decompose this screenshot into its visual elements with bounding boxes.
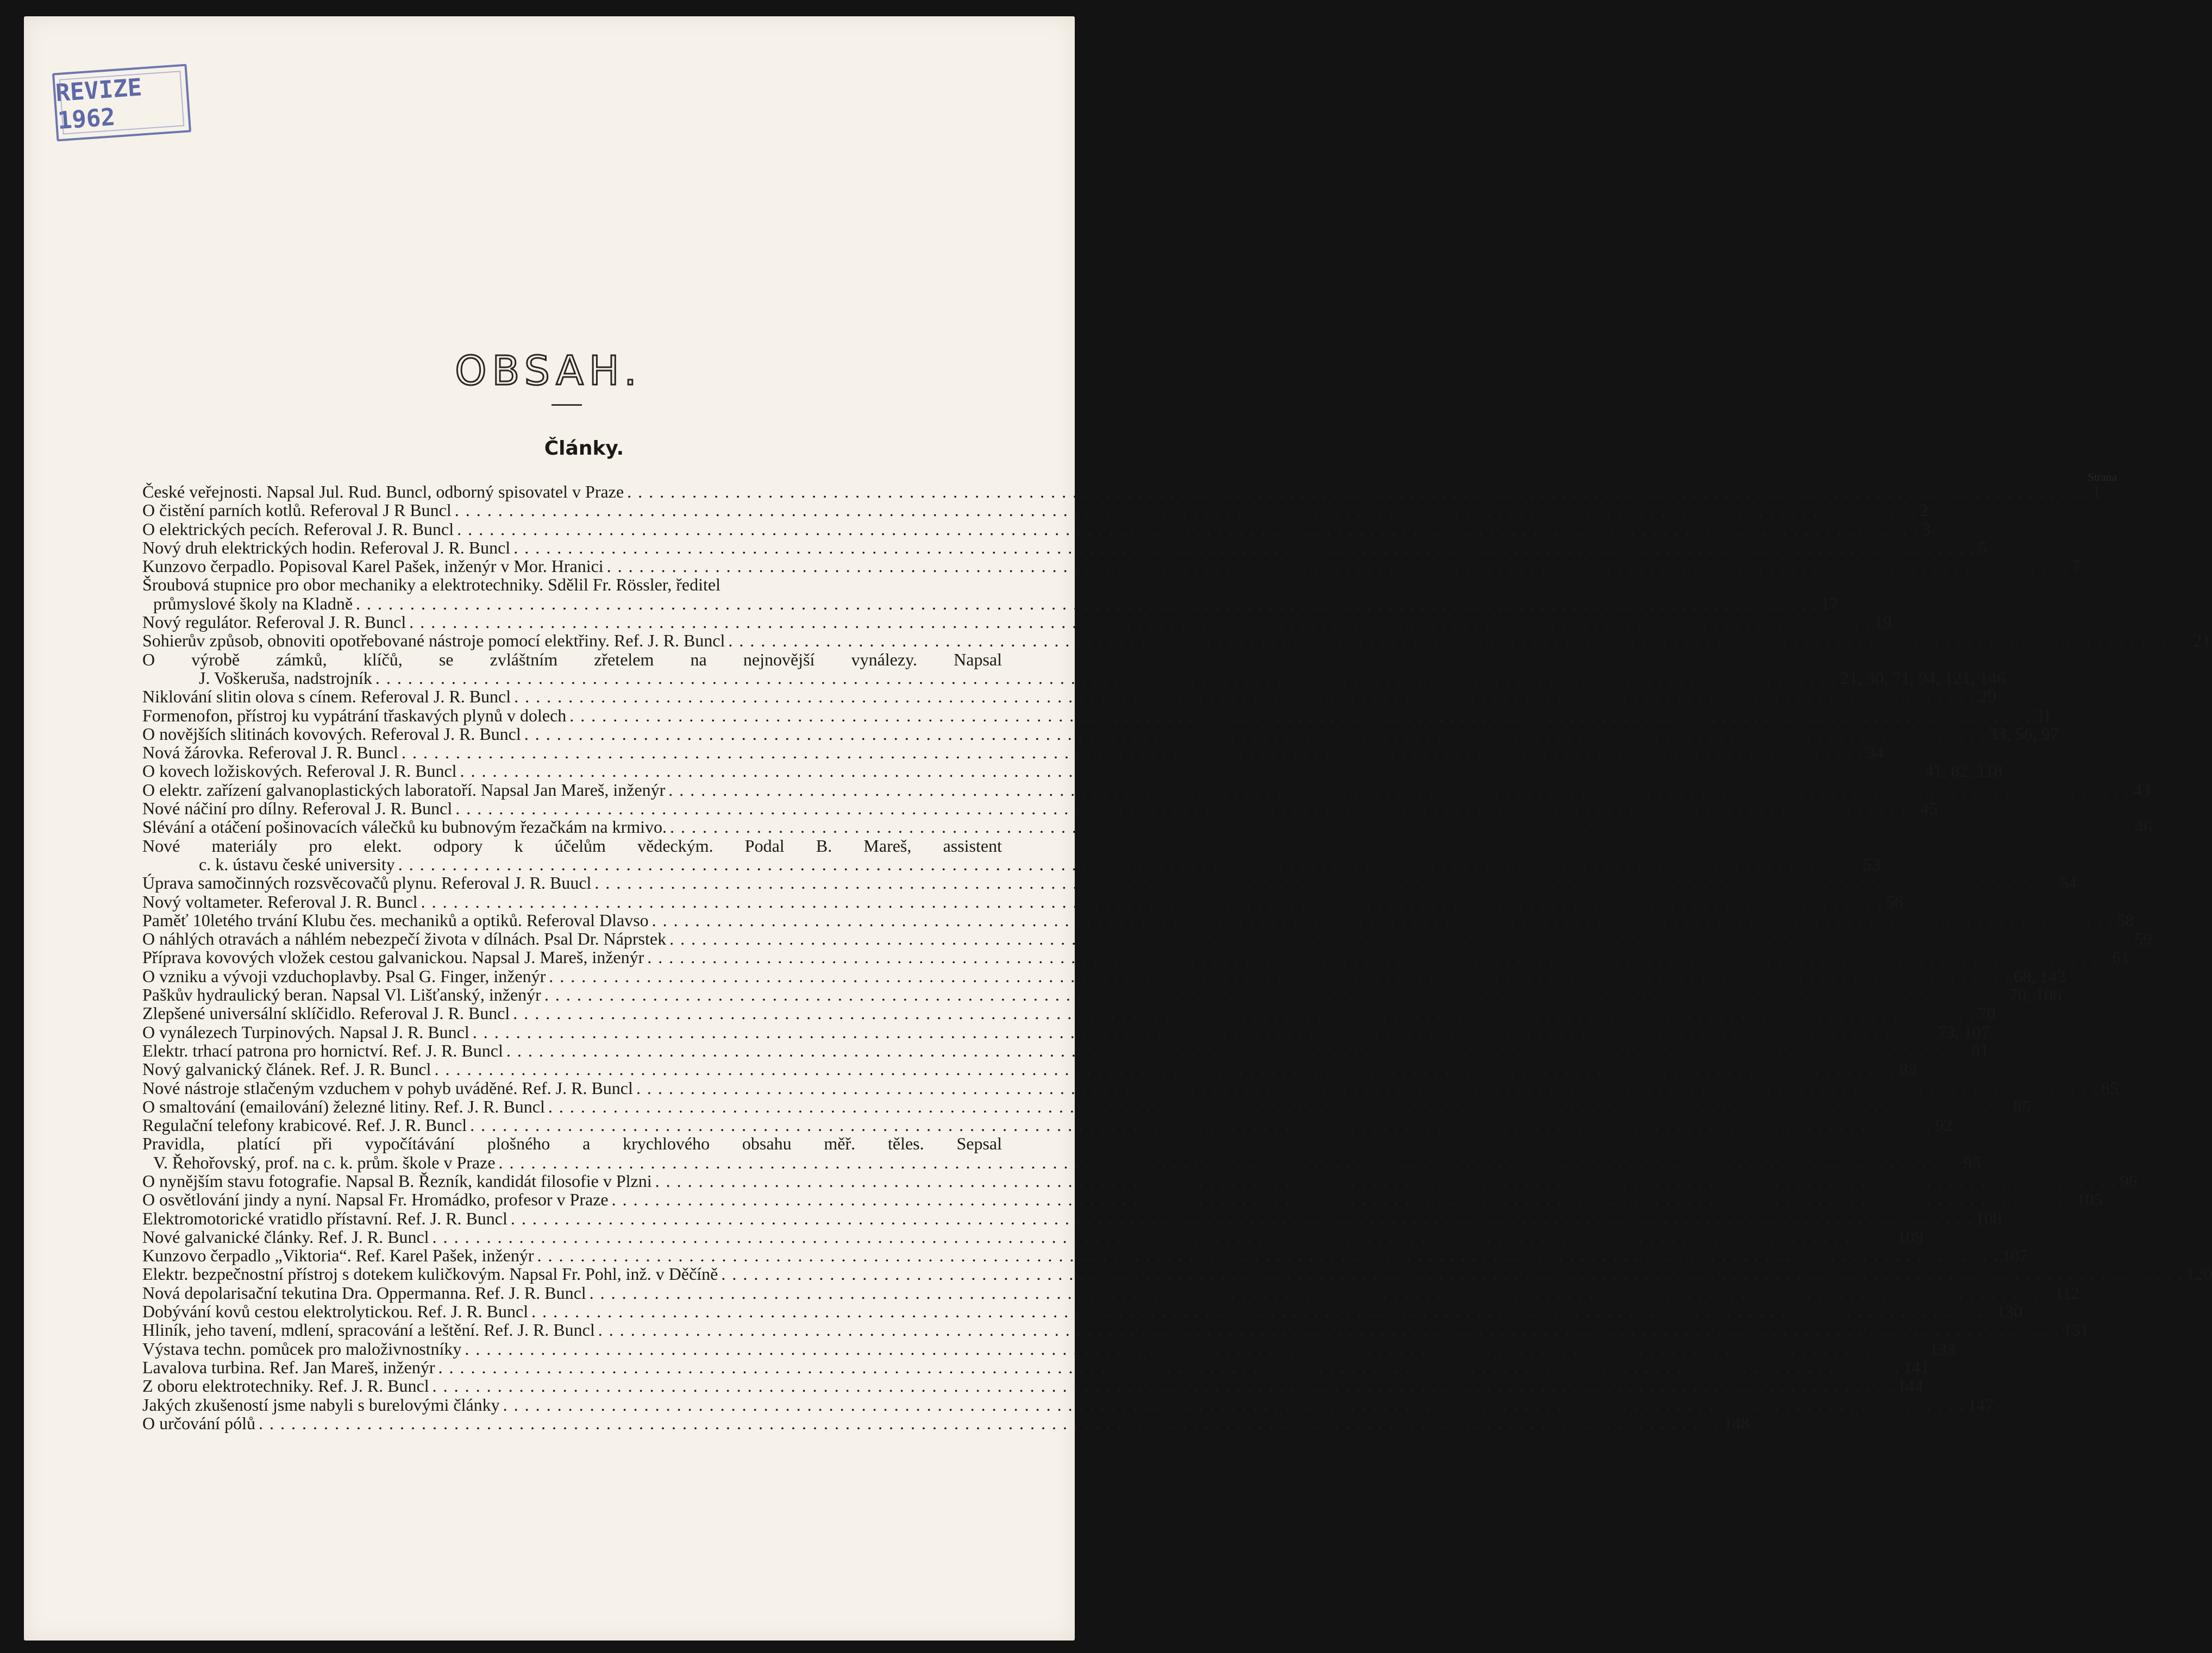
toc-entry: [142, 799, 1938, 819]
toc-entry-page: 21: [2193, 631, 2211, 651]
toc-entry: [142, 1208, 2002, 1228]
toc-entry-title: O čistění parních kotlů. Referoval J R Buncl: [142, 500, 452, 520]
toc-entry-title: Příprava kovových vložek cestou galvanickou. Napsal J. Mareš, inženýr: [142, 947, 644, 967]
toc-entry: [142, 1320, 2089, 1340]
leader-dots: [521, 725, 1989, 743]
leader-dots: [725, 631, 2193, 650]
toc-entry: [142, 1338, 1956, 1359]
toc-entry: [142, 500, 1928, 520]
toc-entry-title: Nové náčiní pro dílny. Referoval J. R. Buncl: [142, 799, 453, 819]
toc-entry-page: 95: [1963, 1152, 1981, 1172]
toc-entry-title: O novějších slitinách kovových. Referoval J. R. Buncl: [142, 724, 521, 744]
toc-entry: [142, 1264, 2212, 1284]
leader-dots: [503, 1041, 1971, 1060]
toc-entry-title: Nové galvanické články. Ref. J. R. Buncl: [142, 1227, 429, 1247]
leader-dots: [595, 1321, 2063, 1339]
toc-entry-title: O elektrických pecích. Referoval J. R. Buncl: [142, 519, 454, 539]
leader-dots: [469, 1023, 1938, 1041]
leader-dots: [624, 482, 2092, 501]
toc-entry-title: Z oboru elektrotechniky. Ref. J. R. Buncl: [142, 1376, 429, 1396]
leader-dots: [395, 855, 1863, 873]
leader-dots: [429, 1377, 1897, 1395]
toc-entry-page: 120: [2186, 1264, 2212, 1284]
toc-entry-title: Niklování slitin olova s cínem. Referoval J. R. Buncl: [142, 687, 511, 707]
toc-entry: [142, 1059, 1917, 1079]
toc-entry-title: Slévání a otáčení pošinovacích válečků ku bubnovým řezačkám na krmivo.: [142, 817, 667, 837]
toc-entry-title: Nová žárovka. Referoval J. R. Buncl: [142, 743, 398, 763]
toc-entry: [142, 519, 1931, 539]
leader-dots: [435, 1358, 1903, 1377]
toc-entry: [142, 1115, 1953, 1135]
toc-entry-title: O elektr. zařízení galvanoplastických laboratoří. Napsal Jan Mareš, inženýr: [142, 780, 666, 800]
toc-entry: [142, 1096, 2031, 1116]
leader-dots: [418, 893, 1886, 911]
toc-entry: [142, 537, 1988, 557]
leader-dots: [398, 743, 1866, 762]
toc-entry: [142, 1246, 2028, 1266]
leader-dots: [545, 1097, 2013, 1116]
toc-entry-page: 130: [1996, 1302, 2023, 1322]
leader-dots: [510, 538, 1978, 557]
leader-dots: [496, 1153, 1964, 1172]
toc-entry: [142, 1003, 1996, 1023]
toc-entry-title: O osvětlování jindy a nyní. Napsal Fr. Hromádko, profesor v Praze: [142, 1190, 609, 1210]
toc-entry-page: 107: [2002, 1246, 2028, 1266]
toc-entry-page: 41, 82, 118: [1925, 761, 2003, 781]
toc-entry-title: České veřejnosti. Napsal Jul. Rud. Buncl, odborný spisovatel v Praze: [142, 482, 624, 501]
toc-entry-page: 85: [2101, 1078, 2119, 1098]
toc-entry-title: Nové materiály pro elekt. odpory k účelům vědeckým. Podal B. Mareš, assistent: [142, 835, 1002, 856]
leader-dots: [431, 1060, 1899, 1078]
toc-entry-title: Sohierův způsob, obnoviti opotřebované nástroje pomocí elektřiny. Ref. J. R. Buncl: [142, 631, 725, 651]
toc-entry: [142, 929, 2152, 949]
toc-entry: [142, 1040, 1989, 1060]
toc-entry: [142, 743, 1884, 763]
toc-entry-page: 147: [1967, 1394, 1994, 1415]
toc-entry-page: 73, 107: [1937, 1022, 1990, 1042]
toc-entry: [142, 1394, 1994, 1415]
toc-entry-page: 31: [2034, 705, 2052, 725]
toc-entry-page: 3: [1922, 519, 1931, 539]
toc-entry: [142, 1152, 1981, 1172]
toc-entry-page: 21, 30, 71, 94, 121, 146: [1840, 668, 2006, 688]
toc-entry-page: 83: [1899, 1059, 1917, 1079]
toc-entry-title: Úprava samočinných rozsvěcovačů plynu. Referoval J. R. Buucl: [142, 873, 592, 893]
toc-entry-title: Nový druh elektrických hodin. Referoval J. R. Buncl: [142, 537, 511, 557]
leader-dots: [609, 1190, 2077, 1209]
leader-dots: [666, 929, 2134, 948]
toc-entry: [142, 910, 2134, 930]
leader-dots: [644, 948, 2112, 966]
revision-stamp: REVIZE 1962: [52, 64, 191, 142]
toc-entry: [142, 650, 1002, 669]
toc-entry-title: Nové nástroje stlačeným vzduchem v pohyb uváděné. Ref. J. R. Buncl: [142, 1078, 633, 1098]
toc-entry-page: 29: [1979, 687, 1997, 707]
toc-entry: [142, 761, 2003, 781]
section-heading: Články.: [544, 437, 624, 460]
toc-entry-page: 56: [1885, 891, 1903, 912]
toc-entry-title: O smaltování (emailování) železné litiny. Ref. J. R. Buncl: [142, 1096, 545, 1116]
toc-entry: [142, 631, 2211, 651]
toc-entry-title: c. k. ústavu české university: [199, 854, 395, 874]
toc-entry: [142, 854, 1881, 874]
toc-entry: [142, 817, 2153, 837]
leader-dots: [541, 985, 2009, 1004]
toc-entry-title: Kunzovo čerpadlo. Popisoval Karel Pašek, inženýr v Mor. Hranici: [142, 556, 604, 576]
leader-dots: [452, 799, 1920, 818]
toc-entry-page: 43: [2133, 780, 2151, 800]
leader-dots: [255, 1414, 1724, 1432]
toc-entry-title: Kunzovo čerpadlo „Viktoria“. Ref. Karel Pašek, inženýr: [142, 1246, 534, 1266]
toc-entry: [142, 556, 2081, 576]
leader-dots: [534, 1246, 2002, 1265]
toc-entry: [142, 837, 1002, 855]
toc-entry-page: 46: [2135, 817, 2153, 837]
leader-dots: [467, 1116, 1935, 1134]
toc-entry-title: Zlepšené universální sklíčidlo. Referoval J. R. Buncl: [142, 1003, 510, 1023]
leader-dots: [510, 1004, 1978, 1022]
toc-entry-page: 5: [1978, 537, 1988, 557]
toc-entry-page: 81: [1971, 1040, 1989, 1060]
toc-entry-page: 133: [1929, 1338, 1956, 1359]
leader-dots: [591, 873, 2059, 892]
toc-entry: [142, 1283, 2080, 1303]
toc-entry-page: 131: [2063, 1320, 2089, 1340]
toc-entry-page: 2: [1919, 500, 1928, 520]
toc-entry-title: Elektromotorické vratidlo přístavní. Ref. J. R. Buncl: [142, 1208, 507, 1228]
toc-entry-page: 7: [2071, 556, 2081, 576]
title-rule: [552, 404, 582, 406]
page-column-label: Strana: [2088, 470, 2117, 483]
toc-entry: [142, 947, 2130, 967]
toc-entry-page: 109: [1897, 1227, 1923, 1247]
toc-entry-title: Výstava techn. pomůcek pro maloživnostníky: [142, 1338, 462, 1359]
toc-entry-page: 61: [2112, 947, 2130, 967]
toc-entry-title: Nový regulátor. Referoval J. R. Buncl: [142, 612, 406, 632]
leader-dots: [528, 1302, 1996, 1321]
toc-entry-title: Jakých zkušeností jsme nabyli s burelovými články: [142, 1394, 500, 1415]
leader-dots: [406, 613, 1874, 631]
leader-dots: [454, 520, 1922, 538]
toc-entry-title: Elektr. bezpečnostní přístroj s dotekem kuličkovým. Napsal Fr. Pohl, inž. v Děčíně: [142, 1264, 718, 1284]
toc-entry: [142, 705, 2052, 725]
toc-entry-page: 68, 143: [2014, 966, 2066, 986]
leader-dots: [511, 687, 1979, 706]
toc-entry: [142, 1171, 2138, 1191]
toc-entry-title: Paměť 10letého trvání Klubu čes. mechaniků a optiků. Referoval Dlavso: [142, 910, 649, 930]
leader-dots: [665, 781, 2133, 799]
toc-entry-page: 58: [2116, 910, 2134, 930]
toc-entry-page: 19: [1874, 612, 1892, 632]
toc-entry-page: 96: [2120, 1171, 2138, 1191]
toc-entry-title: Elektr. trhací patrona pro hornictví. Ref. J. R. Buncl: [142, 1040, 503, 1060]
toc-entry-page: 17: [1821, 593, 1839, 613]
toc-entry-title: Šroubová stupnice pro obor mechaniky a elektrotechniky. Sdělil Fr. Rössler, ředitel: [142, 575, 720, 595]
toc-entry-title: Nový galvanický článek. Ref. J. R. Buncl: [142, 1059, 431, 1079]
leader-dots: [667, 818, 2135, 836]
toc-entry-title: Regulační telefony krabicové. Ref. J. R. Buncl: [142, 1115, 467, 1135]
toc-entry: [142, 575, 1002, 594]
leader-dots: [429, 1228, 1897, 1246]
toc-entry-title: O výrobě zámků, klíčů, se zvláštním zřetelem na nejnovější vynálezy. Napsal: [142, 649, 1002, 669]
toc-entry-page: 54: [2059, 873, 2077, 893]
toc-entry-page: 45: [1920, 799, 1938, 819]
toc-entry-title: Paškův hydraulický beran. Napsal Vl. Lišťanský, inženýr: [142, 985, 541, 1005]
leader-dots: [500, 1396, 1968, 1414]
toc-entry-title: O vzniku a vývoji vzduchoplavby. Psal G. Finger, inženýr: [142, 966, 546, 986]
toc-entry-title: Pravidla, platící při vypočítávání plošného a krychlového obsahu měř. těles. Sepsal: [142, 1134, 1002, 1154]
leader-dots: [586, 1284, 2054, 1302]
toc-entry-page: 34: [1866, 743, 1884, 763]
toc-entry-title: O určování pólů: [142, 1413, 255, 1433]
leader-dots: [718, 1265, 2186, 1283]
leader-dots: [507, 1209, 1976, 1228]
toc-entry: [142, 687, 1997, 707]
toc-entry-title: Lavalova turbina. Ref. Jan Mareš, inženýr: [142, 1357, 435, 1377]
toc-entry: [142, 1022, 1990, 1042]
leader-dots: [652, 1172, 2120, 1190]
leader-dots: [604, 557, 2072, 575]
toc-entry: [142, 593, 1839, 613]
toc-entry-page: 70: [1978, 1003, 1996, 1023]
toc-entry-title: O kovech ložiskových. Referoval J. R. Buncl: [142, 761, 457, 781]
toc-entry: [142, 1376, 1923, 1396]
toc-entry-title: Nová depolarisační tekutina Dra. Oppermanna. Ref. J. R. Buncl: [142, 1283, 586, 1303]
leader-dots: [452, 501, 1920, 519]
toc-entry-page: 92: [1935, 1115, 1953, 1135]
toc-entry-page: 141: [1903, 1357, 1929, 1377]
table-of-contents: [142, 482, 2212, 1433]
toc-entry-page: 144: [1897, 1376, 1923, 1396]
toc-entry: [142, 873, 2077, 893]
toc-entry-title: O nynějším stavu fotografie. Napsal B. Řezník, kandidát filosofie v Plzni: [142, 1171, 652, 1191]
leader-dots: [372, 669, 1840, 687]
toc-entry: [142, 1078, 2119, 1098]
toc-entry: [142, 1190, 2103, 1210]
leader-dots: [546, 967, 2014, 985]
toc-entry: [142, 780, 2151, 800]
leader-dots: [457, 762, 1925, 780]
toc-entry-title: Nový voltameter. Referoval J. R. Buncl: [142, 891, 418, 912]
toc-entry-page: 112: [2054, 1283, 2080, 1303]
toc-entry-title: O náhlých otravách a náhlém nebezpečí života v dílnách. Psal Dr. Náprstek: [142, 929, 667, 949]
toc-entry-page: 108: [1975, 1208, 2002, 1228]
toc-entry: [142, 724, 2059, 744]
toc-entry: [142, 612, 1892, 632]
toc-entry-title: Formenofon, přístroj ku vypátrání třaskavých plynů v dolech: [142, 705, 567, 725]
page-title: OBSAH.: [455, 348, 642, 394]
toc-entry: [142, 1134, 1002, 1153]
toc-entry: [142, 668, 2006, 688]
toc-entry: [142, 1227, 1923, 1247]
toc-entry: [142, 1357, 1929, 1377]
leader-dots: [461, 1340, 1929, 1358]
leader-dots: [353, 594, 1821, 613]
toc-entry: [142, 891, 1903, 912]
toc-entry-page: 105: [2076, 1190, 2103, 1210]
toc-entry-title: V. Řehořovský, prof. na c. k. prům. škole v Praze: [153, 1152, 496, 1172]
toc-entry: [142, 966, 2066, 986]
toc-entry-title: Dobývání kovů cestou elektrolytickou. Ref. J. R. Buncl: [142, 1302, 529, 1322]
toc-entry: [142, 985, 2061, 1005]
toc-entry-page: 59: [2134, 929, 2152, 949]
toc-entry-title: Hliník, jeho tavení, mdlení, spracování a leštění. Ref. J. R. Buncl: [142, 1320, 595, 1340]
leader-dots: [566, 706, 2034, 725]
toc-entry-title: průmyslové školy na Kladně: [153, 593, 353, 613]
toc-entry-title: J. Voškeruša, nadstrojník: [199, 668, 372, 688]
leader-dots: [633, 1079, 2101, 1097]
toc-entry-page: 148: [1723, 1413, 1750, 1433]
toc-entry-page: 33, 56, 97: [1989, 724, 2059, 744]
toc-entry-page: 1: [2092, 482, 2101, 501]
toc-entry-page: 70, 106: [2009, 985, 2061, 1005]
toc-entry: [142, 1302, 2023, 1322]
toc-entry: [142, 482, 2101, 501]
leader-dots: [649, 911, 2117, 929]
toc-entry-page: 85: [2013, 1096, 2031, 1116]
toc-entry-page: 53: [1863, 854, 1881, 874]
toc-entry-title: O vynálezech Turpinových. Napsal J. R. Buncl: [142, 1022, 469, 1042]
toc-entry: [142, 1413, 1750, 1433]
